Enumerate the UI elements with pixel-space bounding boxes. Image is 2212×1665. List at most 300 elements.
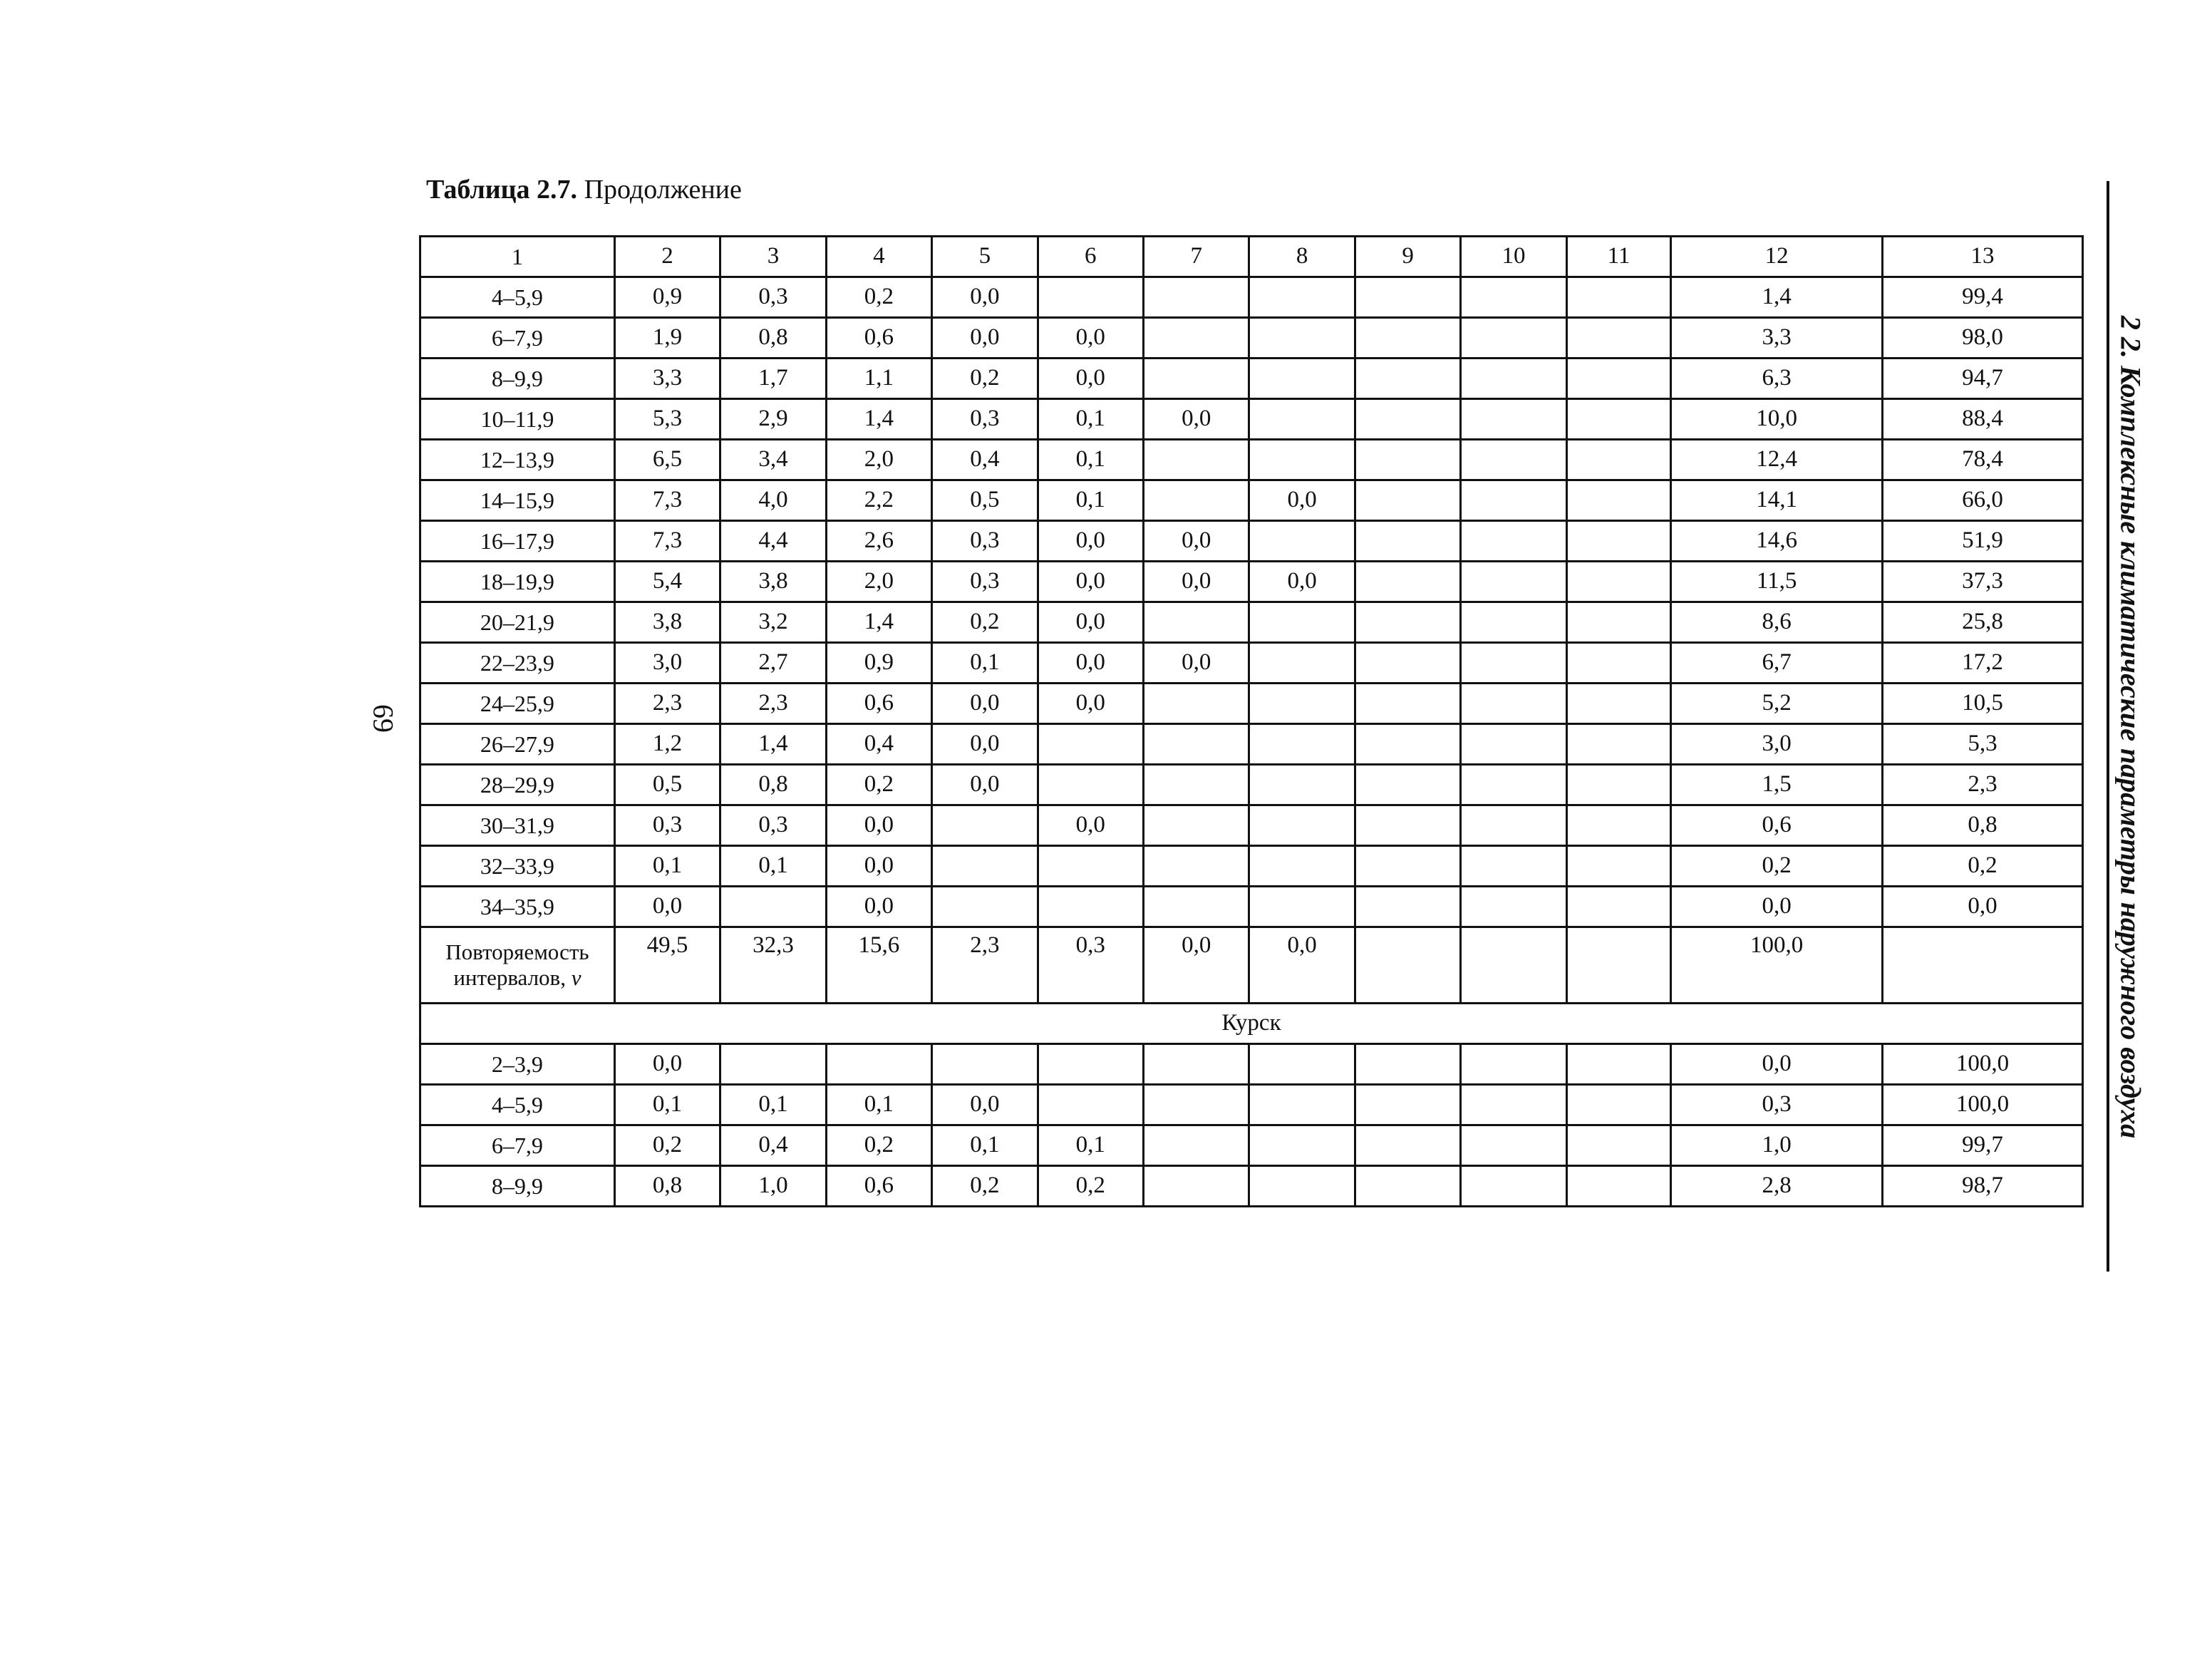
table-row	[420, 887, 2083, 927]
table-cell	[1461, 359, 1566, 399]
table-cell: 0,0	[1038, 684, 1143, 724]
table-cell: 25,8	[1883, 602, 2083, 643]
table-cell: 4–5,9	[420, 277, 615, 318]
table-cell: 3,3	[614, 359, 720, 399]
table-cell: 1,2	[614, 724, 720, 765]
table-cell: 6,5	[614, 440, 720, 480]
table-cell	[1038, 1044, 1143, 1085]
table-cell: 0,0	[1144, 399, 1249, 440]
table-cell	[1355, 765, 1460, 805]
table-row	[420, 765, 2083, 805]
table-cell: 100,0	[1883, 1044, 2083, 1085]
table-cell: 0,1	[1038, 1125, 1143, 1166]
table-cell: 4	[826, 237, 931, 277]
table-cell: 2	[614, 237, 720, 277]
table-cell: 0,0	[932, 765, 1038, 805]
table-cell	[1355, 805, 1460, 846]
table-cell: 8,6	[1671, 602, 1883, 643]
table-cell	[1461, 643, 1566, 684]
table-cell	[1883, 927, 2083, 1004]
table-cell	[1461, 602, 1566, 643]
table-cell	[1566, 805, 1670, 846]
table-cell: 88,4	[1883, 399, 2083, 440]
table-cell: 1	[420, 237, 615, 277]
table-cell: 2,7	[720, 643, 826, 684]
table-cell	[1249, 521, 1355, 562]
table-cell: 78,4	[1883, 440, 2083, 480]
table-row	[420, 521, 2083, 562]
table-cell	[1144, 724, 1249, 765]
table-cell: 34–35,9	[420, 887, 615, 927]
table-cell: 17,2	[1883, 643, 2083, 684]
table-cell: 3,0	[614, 643, 720, 684]
table-cell: 1,5	[1671, 765, 1883, 805]
table-cell	[1144, 602, 1249, 643]
table-cell	[1566, 521, 1670, 562]
table-cell: 0,5	[614, 765, 720, 805]
table-cell	[1355, 399, 1460, 440]
table-cell	[1144, 887, 1249, 927]
table-cell	[1566, 927, 1670, 1004]
table-cell: 7,3	[614, 480, 720, 521]
table-cell: 0,1	[614, 846, 720, 887]
table-cell: 3,4	[720, 440, 826, 480]
table-cell: 4–5,9	[420, 1085, 615, 1125]
table-cell	[1355, 927, 1460, 1004]
table-cell	[1038, 846, 1143, 887]
table-cell: 10	[1461, 237, 1566, 277]
table-cell	[932, 887, 1038, 927]
table-cell	[1566, 643, 1670, 684]
table-row	[420, 846, 2083, 887]
table-cell: 0,6	[826, 684, 931, 724]
table-cell: 26–27,9	[420, 724, 615, 765]
table-cell	[1461, 562, 1566, 602]
table-cell	[1144, 318, 1249, 359]
table-cell: 3,0	[1671, 724, 1883, 765]
table-cell: 8	[1249, 237, 1355, 277]
table-cell: 2,8	[1671, 1166, 1883, 1207]
table-cell	[1249, 643, 1355, 684]
table-cell: 13	[1883, 237, 2083, 277]
table-cell: 10–11,9	[420, 399, 615, 440]
table-cell	[1461, 887, 1566, 927]
table-row	[420, 805, 2083, 846]
table-cell	[1566, 887, 1670, 927]
table-cell: 0,6	[826, 1166, 931, 1207]
table-cell	[1461, 480, 1566, 521]
table-cell	[1144, 1125, 1249, 1166]
table-cell: 0,8	[720, 318, 826, 359]
table-cell: 0,2	[614, 1125, 720, 1166]
table-cell	[1461, 1125, 1566, 1166]
data-table	[419, 235, 2084, 1207]
table-cell: 3,8	[614, 602, 720, 643]
table-row	[420, 684, 2083, 724]
table-cell: 37,3	[1883, 562, 2083, 602]
table-cell: 1,0	[720, 1166, 826, 1207]
table-cell: 0,0	[1249, 480, 1355, 521]
table-cell: 0,1	[720, 846, 826, 887]
table-cell: 0,0	[1883, 887, 2083, 927]
table-cell	[1249, 440, 1355, 480]
table-row	[420, 1044, 2083, 1085]
table-cell: 0,1	[1038, 480, 1143, 521]
page-number: 69	[367, 704, 400, 733]
table-cell: 4,0	[720, 480, 826, 521]
table-cell	[1249, 1085, 1355, 1125]
table-cell: 99,7	[1883, 1125, 2083, 1166]
table-cell: 6	[1038, 237, 1143, 277]
table-cell: 0,0	[1671, 1044, 1883, 1085]
table-summary-row	[420, 927, 2083, 1004]
table-cell	[1038, 887, 1143, 927]
table-cell: 6,3	[1671, 359, 1883, 399]
table-cell: 18–19,9	[420, 562, 615, 602]
table-cell: 0,2	[1883, 846, 2083, 887]
table-cell	[1144, 846, 1249, 887]
table-cell: 32,3	[720, 927, 826, 1004]
table-cell: 0,2	[932, 1166, 1038, 1207]
table-cell: 5,3	[614, 399, 720, 440]
table-cell	[1355, 887, 1460, 927]
table-row	[420, 643, 2083, 684]
table-cell: 0,0	[826, 805, 931, 846]
table-cell: 0,4	[720, 1125, 826, 1166]
table-cell: 5,4	[614, 562, 720, 602]
table-cell: 0,2	[826, 765, 931, 805]
table-cell	[1461, 927, 1566, 1004]
summary-label-line1: Повторяемость	[445, 939, 589, 965]
table-cell	[1144, 480, 1249, 521]
table-cell: 15,6	[826, 927, 931, 1004]
table-cell	[1461, 684, 1566, 724]
table-cell: 2,2	[826, 480, 931, 521]
table-cell: 5,2	[1671, 684, 1883, 724]
table-cell: 0,3	[1671, 1085, 1883, 1125]
table-cell: 0,0	[1249, 927, 1355, 1004]
table-cell: 3	[720, 237, 826, 277]
table-cell	[1355, 359, 1460, 399]
table-cell: 0,1	[932, 643, 1038, 684]
table-cell: 24–25,9	[420, 684, 615, 724]
table-cell	[1461, 1044, 1566, 1085]
table-cell	[1566, 602, 1670, 643]
table-cell	[1355, 643, 1460, 684]
table-cell	[1461, 440, 1566, 480]
table-cell: 0,6	[826, 318, 931, 359]
table-cell	[1355, 277, 1460, 318]
table-cell: 1,4	[826, 602, 931, 643]
table-cell: 0,1	[720, 1085, 826, 1125]
table-cell	[932, 1044, 1038, 1085]
table-cell: 0,0	[932, 1085, 1038, 1125]
table-cell: 2,9	[720, 399, 826, 440]
table-cell	[1461, 765, 1566, 805]
table-cell	[1461, 846, 1566, 887]
table-cell: 0,0	[932, 318, 1038, 359]
table-cell: 0,0	[1038, 643, 1143, 684]
table-cell	[1144, 1166, 1249, 1207]
table-cell	[1249, 887, 1355, 927]
table-cell: 14,1	[1671, 480, 1883, 521]
table-cell: 5	[932, 237, 1038, 277]
table-cell	[932, 805, 1038, 846]
table-cell: 0,0	[932, 684, 1038, 724]
section-title-row	[420, 1004, 2083, 1044]
table-cell: 3,2	[720, 602, 826, 643]
table-cell	[1144, 277, 1249, 318]
table-cell	[1461, 521, 1566, 562]
table-cell: 16–17,9	[420, 521, 615, 562]
table-cell: 10,0	[1671, 399, 1883, 440]
table-cell	[932, 846, 1038, 887]
table-cell: 49,5	[614, 927, 720, 1004]
table-cell	[720, 887, 826, 927]
table-cell: 0,5	[932, 480, 1038, 521]
table-cell: 0,3	[1038, 927, 1143, 1004]
table-cell: 0,0	[1038, 359, 1143, 399]
table-row	[420, 1085, 2083, 1125]
table-cell: 1,1	[826, 359, 931, 399]
table-cell: 0,0	[1038, 805, 1143, 846]
table-cell	[1355, 480, 1460, 521]
table-cell	[1355, 318, 1460, 359]
table-cell: 98,7	[1883, 1166, 2083, 1207]
table-cell: 0,3	[614, 805, 720, 846]
table-cell	[1461, 399, 1566, 440]
table-cell: 11	[1566, 237, 1670, 277]
table-cell	[1038, 765, 1143, 805]
table-cell	[1461, 805, 1566, 846]
table-cell	[1038, 1085, 1143, 1125]
table-cell: 2,6	[826, 521, 931, 562]
table-cell: 0,8	[1883, 805, 2083, 846]
table-cell: 0,3	[932, 399, 1038, 440]
table-row	[420, 277, 2083, 318]
table-cell: 0,3	[720, 805, 826, 846]
table-cell: 0,3	[932, 562, 1038, 602]
table-cell: 0,8	[614, 1166, 720, 1207]
table-row	[420, 440, 2083, 480]
table-cell: 0,1	[932, 1125, 1038, 1166]
table-cell: 2,3	[614, 684, 720, 724]
table-cell: 0,4	[932, 440, 1038, 480]
table-cell: 12–13,9	[420, 440, 615, 480]
table-cell: 10,5	[1883, 684, 2083, 724]
table-cell: 3,3	[1671, 318, 1883, 359]
table-cell: 51,9	[1883, 521, 2083, 562]
table-cell	[1566, 1085, 1670, 1125]
table-cell: 0,0	[1038, 602, 1143, 643]
table-cell: 9	[1355, 237, 1460, 277]
table-cell: 12,4	[1671, 440, 1883, 480]
table-row	[420, 399, 2083, 440]
table-cell	[826, 1044, 931, 1085]
table-cell	[1249, 399, 1355, 440]
table-cell: 1,4	[1671, 277, 1883, 318]
summary-label	[420, 927, 615, 1004]
table-cell: 8–9,9	[420, 1166, 615, 1207]
table-cell: 0,9	[614, 277, 720, 318]
table-cell: 2–3,9	[420, 1044, 615, 1085]
table-cell: 1,7	[720, 359, 826, 399]
table-cell	[1355, 440, 1460, 480]
table-cell: 6–7,9	[420, 1125, 615, 1166]
table-cell: 3,8	[720, 562, 826, 602]
table-cell	[1461, 1085, 1566, 1125]
table-cell: 0,9	[826, 643, 931, 684]
table-cell	[1249, 359, 1355, 399]
table-cell	[1566, 277, 1670, 318]
summary-label-line2: интервалов,	[453, 965, 572, 990]
table-cell	[1355, 562, 1460, 602]
table-cell: 0,8	[720, 765, 826, 805]
table-cell	[1249, 1125, 1355, 1166]
table-cell	[1144, 1044, 1249, 1085]
table-cell: 0,1	[1038, 440, 1143, 480]
table-cell	[1249, 805, 1355, 846]
table-cell: 0,0	[1038, 318, 1143, 359]
table-cell: 0,3	[720, 277, 826, 318]
table-cell	[1249, 318, 1355, 359]
table-cell: 0,0	[1249, 562, 1355, 602]
table-cell	[1249, 602, 1355, 643]
table-cell	[1144, 1085, 1249, 1125]
running-head-rule	[2107, 181, 2109, 1272]
table-cell: 0,3	[932, 521, 1038, 562]
table-cell: 94,7	[1883, 359, 2083, 399]
table-cell: 12	[1671, 237, 1883, 277]
table-cell: 1,4	[720, 724, 826, 765]
table-cell: 0,0	[826, 887, 931, 927]
table-cell: 0,0	[1144, 643, 1249, 684]
table-cell: 0,0	[1144, 521, 1249, 562]
table-cell: 28–29,9	[420, 765, 615, 805]
table-cell: 0,0	[1144, 927, 1249, 1004]
table-cell	[1355, 1044, 1460, 1085]
table-row	[420, 1125, 2083, 1166]
table-cell	[1566, 480, 1670, 521]
table-cell: 2,3	[720, 684, 826, 724]
table-cell	[1144, 684, 1249, 724]
table-row	[420, 724, 2083, 765]
table-cell	[1566, 359, 1670, 399]
table-cell	[1566, 318, 1670, 359]
table-cell: 99,4	[1883, 277, 2083, 318]
table-cell	[1461, 277, 1566, 318]
table-cell	[1566, 724, 1670, 765]
table-cell: 100,0	[1883, 1085, 2083, 1125]
table-cell: 7	[1144, 237, 1249, 277]
table-cell: 22–23,9	[420, 643, 615, 684]
table-caption	[426, 174, 742, 205]
table-cell: 0,4	[826, 724, 931, 765]
table-cell	[1249, 724, 1355, 765]
table-cell	[1038, 277, 1143, 318]
table-cell: 1,0	[1671, 1125, 1883, 1166]
table-cell: 0,0	[1038, 562, 1143, 602]
table-cell: 1,9	[614, 318, 720, 359]
table-row	[420, 1166, 2083, 1207]
table-cell: 0,6	[1671, 805, 1883, 846]
table-cell: 2,3	[1883, 765, 2083, 805]
table-cell	[1249, 846, 1355, 887]
table-cell	[1566, 765, 1670, 805]
table-cell	[1566, 399, 1670, 440]
table-cell	[1566, 1166, 1670, 1207]
table-cell: 0,0	[614, 887, 720, 927]
table-row	[420, 318, 2083, 359]
table-cell	[1144, 805, 1249, 846]
table-cell: 2,3	[932, 927, 1038, 1004]
table-cell	[1355, 602, 1460, 643]
table-cell: 8–9,9	[420, 359, 615, 399]
table-cell: 0,0	[932, 724, 1038, 765]
table-cell: 1,4	[826, 399, 931, 440]
table-cell: 0,1	[614, 1085, 720, 1125]
table-cell: 0,2	[932, 359, 1038, 399]
table-cell: 0,2	[1671, 846, 1883, 887]
table-cell	[1566, 440, 1670, 480]
table-cell	[1566, 846, 1670, 887]
running-head: 2 2. Комплексные климатические параметры наружного воздуха	[2114, 315, 2147, 1139]
table-cell	[720, 1044, 826, 1085]
table-cell: 14–15,9	[420, 480, 615, 521]
table-cell: 11,5	[1671, 562, 1883, 602]
table-cell: 0,0	[614, 1044, 720, 1085]
table-cell: 0,2	[1038, 1166, 1143, 1207]
table-cell	[1144, 765, 1249, 805]
table-cell: 0,0	[826, 846, 931, 887]
table-cell	[1355, 1085, 1460, 1125]
table-cell: 14,6	[1671, 521, 1883, 562]
table-cell: 66,0	[1883, 480, 2083, 521]
table-cell	[1566, 1044, 1670, 1085]
table-cell	[1461, 724, 1566, 765]
summary-label-variable: v	[571, 965, 582, 990]
table-cell	[1566, 684, 1670, 724]
table-cell: 7,3	[614, 521, 720, 562]
table-cell: 0,0	[1038, 521, 1143, 562]
table-cell: 2,0	[826, 562, 931, 602]
table-cell	[1566, 1125, 1670, 1166]
table-cell	[1249, 277, 1355, 318]
table-cell: 0,1	[1038, 399, 1143, 440]
table-cell	[1144, 359, 1249, 399]
table-cell	[1461, 1166, 1566, 1207]
table-body	[420, 237, 2083, 1207]
table-caption-number: Таблица 2.7.	[426, 175, 578, 205]
table-cell	[1566, 562, 1670, 602]
table-cell	[1355, 684, 1460, 724]
table-cell	[1355, 846, 1460, 887]
table-row	[420, 562, 2083, 602]
table-row	[420, 359, 2083, 399]
table-row	[420, 602, 2083, 643]
table-cell	[1461, 318, 1566, 359]
table-cell	[1355, 1166, 1460, 1207]
table-cell: 0,0	[1671, 887, 1883, 927]
table-cell	[1144, 440, 1249, 480]
table-cell	[1038, 724, 1143, 765]
table-cell	[1249, 765, 1355, 805]
table-cell: 20–21,9	[420, 602, 615, 643]
table-cell	[1355, 724, 1460, 765]
table-cell: 0,2	[826, 277, 931, 318]
table-cell: 4,4	[720, 521, 826, 562]
table-cell: 0,2	[826, 1125, 931, 1166]
